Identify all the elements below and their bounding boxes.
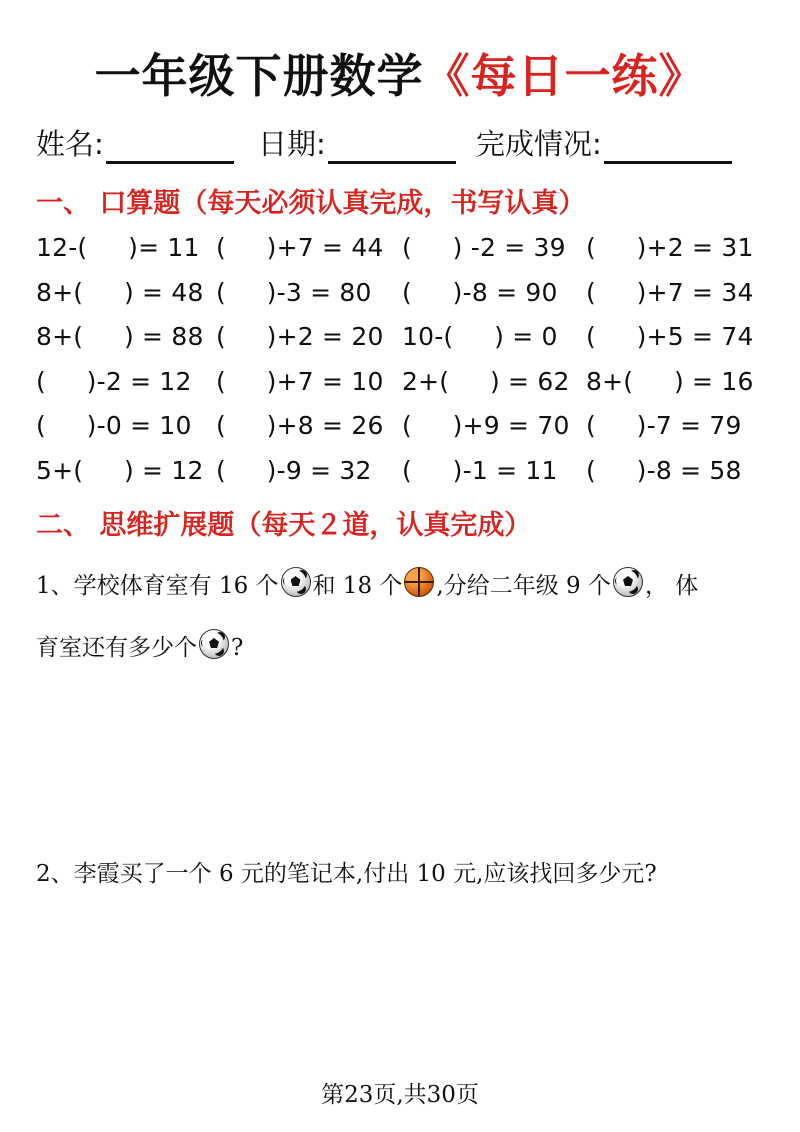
soccer-ball-icon	[281, 567, 311, 597]
problem-cell[interactable]: ( )-8 = 58	[586, 455, 742, 485]
status-blank-line[interactable]	[604, 131, 732, 164]
mental-math-grid	[36, 228, 776, 495]
page-number: 第23页,共30页	[321, 1082, 479, 1108]
problem-cell[interactable]: 8+( ) = 48	[36, 277, 204, 307]
date-field[interactable]	[258, 124, 456, 164]
problem-cell[interactable]: ( )+2 = 31	[586, 233, 754, 262]
problem-cell[interactable]: ( )-0 = 10	[36, 411, 192, 440]
soccer-ball-icon	[199, 629, 229, 659]
student-info-row	[36, 124, 776, 164]
question-1	[36, 566, 776, 668]
basketball-icon	[404, 567, 434, 597]
question-1-text: ， 体	[645, 573, 699, 599]
question-1-text: ?	[231, 635, 244, 661]
problem-cell[interactable]: 12-( )= 11	[36, 233, 200, 262]
name-label: 姓名:	[36, 127, 104, 161]
problem-cell[interactable]: ( )-3 = 80	[216, 277, 372, 307]
problem-row	[36, 228, 776, 273]
problem-cell[interactable]: 2+( ) = 62	[402, 366, 570, 396]
problem-cell[interactable]: ( )+2 = 20	[216, 322, 384, 351]
title-main: 一年级下册数学	[94, 49, 424, 103]
problem-cell[interactable]: ( )+9 = 70	[402, 411, 570, 440]
question-1-text: 和 18 个	[312, 573, 403, 599]
problem-cell[interactable]: ( )+7 = 44	[216, 233, 384, 262]
problem-cell[interactable]: ( )+7 = 10	[216, 366, 384, 396]
title-highlight: 《每日一练》	[423, 49, 706, 103]
name-field[interactable]	[36, 124, 234, 164]
problem-cell[interactable]: ( ) -2 = 39	[402, 233, 566, 262]
problem-cell[interactable]: 5+( ) = 12	[36, 455, 204, 485]
status-field[interactable]	[476, 124, 732, 164]
date-label: 日期:	[258, 127, 326, 161]
problem-row	[36, 406, 776, 451]
problem-cell[interactable]: ( )-8 = 90	[402, 277, 558, 307]
question-1-line-2	[36, 628, 776, 668]
problem-cell[interactable]: ( )+7 = 34	[586, 277, 754, 307]
question-1-text: 育室还有多少个	[36, 635, 197, 661]
problem-cell[interactable]: ( )+5 = 74	[586, 322, 754, 351]
problem-row	[36, 451, 776, 496]
date-blank-line[interactable]	[328, 131, 456, 164]
section1-title: 一、 口算题（每天必须认真完成，书写认真）	[36, 188, 586, 219]
name-blank-line[interactable]	[106, 131, 234, 164]
problem-cell[interactable]: ( )-1 = 11	[402, 455, 558, 485]
question-1-line-1	[36, 566, 776, 606]
section2-title: 二、 思维扩展题（每天２道，认真完成）	[36, 510, 532, 541]
soccer-ball-icon	[613, 567, 643, 597]
question-1-text: ,分给二年级 9 个	[436, 573, 611, 599]
problem-cell[interactable]: 8+( ) = 16	[586, 366, 754, 396]
problem-cell[interactable]: ( )+8 = 26	[216, 411, 384, 440]
problem-row	[36, 362, 776, 407]
question-2: 2、李霞买了一个 6 元的笔记本,付出 10 元,应该找回多少元?	[36, 861, 657, 887]
problem-cell[interactable]: 8+( ) = 88	[36, 322, 204, 351]
problem-row	[36, 273, 776, 318]
question-1-text: 1、学校体育室有 16 个	[36, 573, 279, 599]
page-title	[0, 46, 800, 106]
problem-cell[interactable]: ( )-7 = 79	[586, 411, 742, 440]
problem-row	[36, 317, 776, 362]
problem-cell[interactable]: 10-( ) = 0	[402, 322, 558, 351]
problem-cell[interactable]: ( )-2 = 12	[36, 366, 192, 396]
status-label: 完成情况:	[476, 127, 602, 161]
problem-cell[interactable]: ( )-9 = 32	[216, 455, 372, 485]
